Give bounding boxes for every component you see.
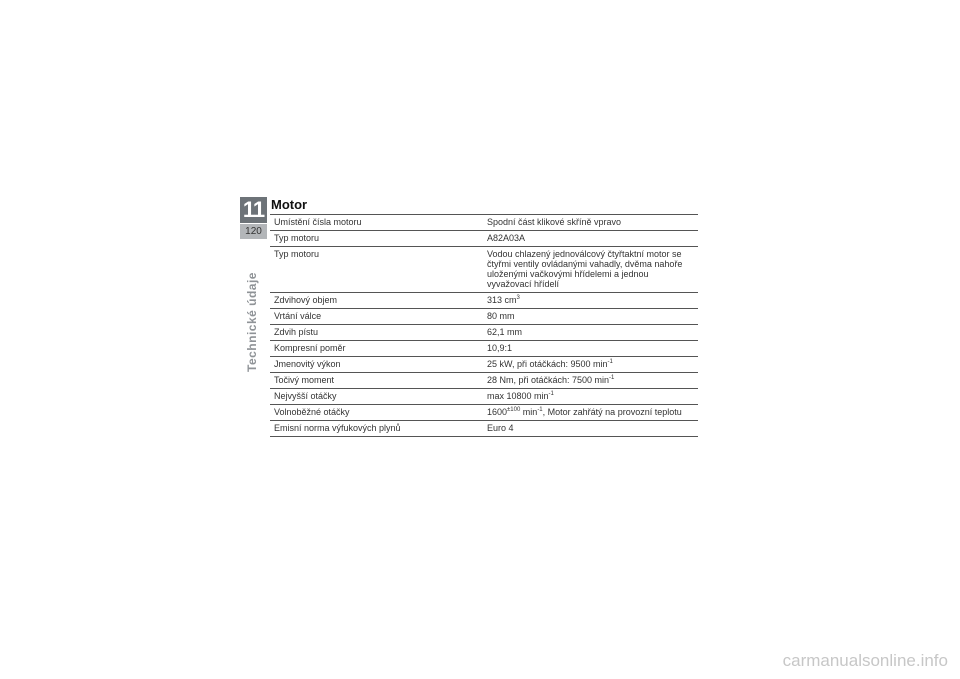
table-row <box>270 231 698 247</box>
spec-label: Volnoběžné otáčky <box>274 407 350 417</box>
spec-value-text: max 10800 min <box>486 391 549 401</box>
table-row <box>270 405 698 421</box>
spec-value <box>483 405 698 421</box>
spec-value-text: Spodní část klikové skříně vpravo <box>486 217 622 227</box>
table-row <box>270 309 698 325</box>
spec-label: Vrtání válce <box>274 311 322 321</box>
spec-label: Emisní norma výfukových plynů <box>274 423 401 433</box>
spec-value <box>483 373 698 389</box>
spec-table <box>270 214 698 437</box>
watermark: carmanualsonline.info <box>782 651 948 670</box>
table-row <box>270 389 698 405</box>
spec-value-text: Euro 4 <box>486 423 514 433</box>
spec-value <box>483 389 698 405</box>
spec-value-text: Vodou chlazený jednoválcový čtyřtaktní motor se čtyřmi ventily ovládanými vahadly, dvěma nahoře uloženými vačkovými hřídelemi a jednou vyvažovací hřídelí <box>486 249 683 289</box>
spec-value <box>483 215 698 231</box>
spec-value-text: 10,9:1 <box>486 343 512 353</box>
spec-label: Točivý moment <box>274 375 335 385</box>
table-row <box>270 341 698 357</box>
spec-value-text: 1600 <box>486 407 507 417</box>
spec-value <box>483 421 698 437</box>
spec-value <box>483 293 698 309</box>
spec-label: Zdvihový objem <box>274 295 338 305</box>
spec-value <box>483 325 698 341</box>
spec-label: Umístění čísla motoru <box>274 217 362 227</box>
table-row <box>270 373 698 389</box>
spec-value-superscript: -1 <box>609 375 615 381</box>
spec-value <box>483 341 698 357</box>
spec-value-superscript: ±100 <box>506 407 521 413</box>
table-row <box>270 325 698 341</box>
spec-label: Kompresní poměr <box>274 343 346 353</box>
spec-value-text: 28 Nm, při otáčkách: 7500 min <box>486 375 610 385</box>
spec-value-text: min <box>520 407 538 417</box>
section-title: Motor <box>271 197 308 212</box>
chapter-title: Technické údaje <box>245 272 259 372</box>
spec-value-superscript: -1 <box>537 407 543 413</box>
table-row <box>270 293 698 309</box>
table-row <box>270 215 698 231</box>
spec-label: Typ motoru <box>274 249 320 259</box>
spec-value <box>483 247 698 293</box>
page-number: 120 <box>240 224 267 239</box>
spec-value-text: 80 mm <box>486 311 515 321</box>
spec-label: Jmenovitý výkon <box>274 359 341 369</box>
spec-value-superscript: 3 <box>516 295 520 301</box>
spec-label: Typ motoru <box>274 233 320 243</box>
spec-value <box>483 357 698 373</box>
table-row <box>270 357 698 373</box>
spec-value <box>483 231 698 247</box>
spec-label: Nejvyšší otáčky <box>274 391 337 401</box>
spec-value <box>483 309 698 325</box>
table-row <box>270 421 698 437</box>
table-row <box>270 247 698 293</box>
spec-value-text: 313 cm <box>486 295 517 305</box>
spec-value-text: A82A03A <box>486 233 525 243</box>
spec-label: Zdvih pístu <box>274 327 319 337</box>
spec-value-superscript: -1 <box>548 391 554 397</box>
spec-value-superscript: -1 <box>607 359 613 365</box>
spec-value-text: , Motor zahřátý na provozní teplotu <box>542 407 682 417</box>
chapter-number: 11 <box>240 197 267 223</box>
spec-value-text: 25 kW, při otáčkách: 9500 min <box>486 359 608 369</box>
spec-value-text: 62,1 mm <box>486 327 522 337</box>
